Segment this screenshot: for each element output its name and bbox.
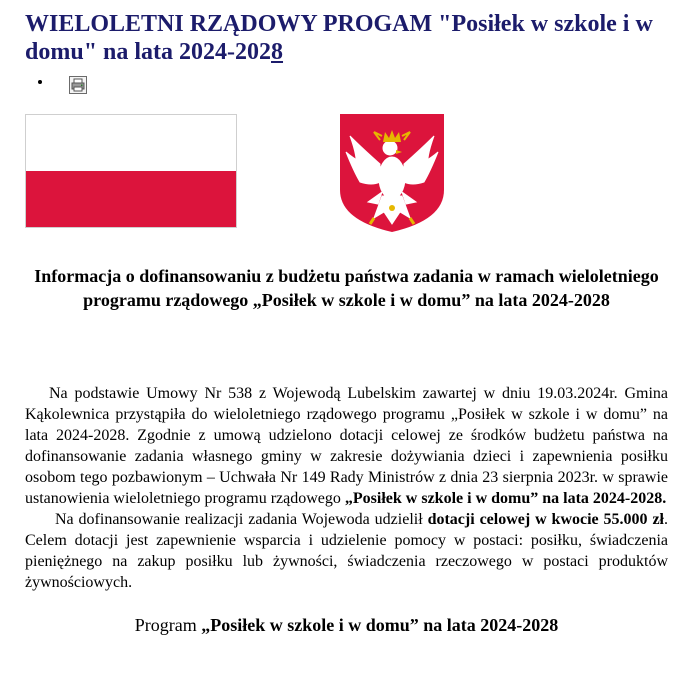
article <box>25 0 668 637</box>
article-title-text: WIELOLETNI RZĄDOWY PROGAM "Posiłek w szkole i w domu" na lata 2024-202 <box>25 11 653 65</box>
program-footer-bold: „Posiłek w szkole i w domu” na lata 2024-2028 <box>201 615 559 635</box>
program-footer-prefix: Program <box>134 615 202 635</box>
paragraph-funding <box>25 509 668 593</box>
polish-coat-of-arms-image <box>338 112 446 234</box>
program-footer-line <box>25 613 668 637</box>
program-name-bold: „Posiłek w szkole i w domu” na lata 2024-2028. <box>344 490 667 507</box>
info-heading: Informacja o dofinansowaniu z budżetu państwa zadania w ramach wieloletniego programu rządowego „Posiłek w szkole i w domu” na lata 2024-2028 <box>34 266 659 310</box>
images-row <box>25 102 668 230</box>
paragraph-agreement <box>25 383 668 509</box>
flag-red-stripe <box>26 171 236 227</box>
article-title <box>25 10 668 66</box>
funding-amount-bold: dotacji celowej w kwocie 55.000 zł <box>427 511 665 528</box>
paragraph-funding-text-before: Na dofinansowanie realizacji zadania Wojewoda udzielił <box>55 511 428 528</box>
article-icons-list <box>25 74 668 98</box>
print-list-item <box>53 74 668 94</box>
article-title-link[interactable]: 8 <box>271 39 284 65</box>
paragraph-agreement-text: Na podstawie Umowy Nr 538 z Wojewodą Lubelskim zawartej w dniu 19.03.2024r. Gmina Kąkolewnica przystąpiła do wieloletniego rządowego programu „Posiłek w szkole i w domu” na lata 2024-2028. Zgodnie z umową udzielono dotacji celowej ze środków budżetu państwa na dofinansowanie zadania własnego gminy w zakresie dożywiania dzieci i zapewnienia posiłku osobom tego pozbawionym – Uchwała Nr 149 Rady Ministrów z dnia 23 sierpnia 2023r. w sprawie ustanowienia wieloletniego programu rządowego <box>25 385 668 507</box>
paragraph-funding-text-after: . Celem dotacji jest zapewnienie wsparcia i udzielenie pomocy w postaci: posiłku, świadczenia pieniężnego na zakup posiłku lub żywności, świadczenia rzeczowego w postaci produktów żywnościowych. <box>25 511 669 591</box>
print-icon[interactable] <box>69 76 87 94</box>
flag-white-stripe <box>26 115 236 171</box>
polish-flag-image <box>25 114 237 228</box>
